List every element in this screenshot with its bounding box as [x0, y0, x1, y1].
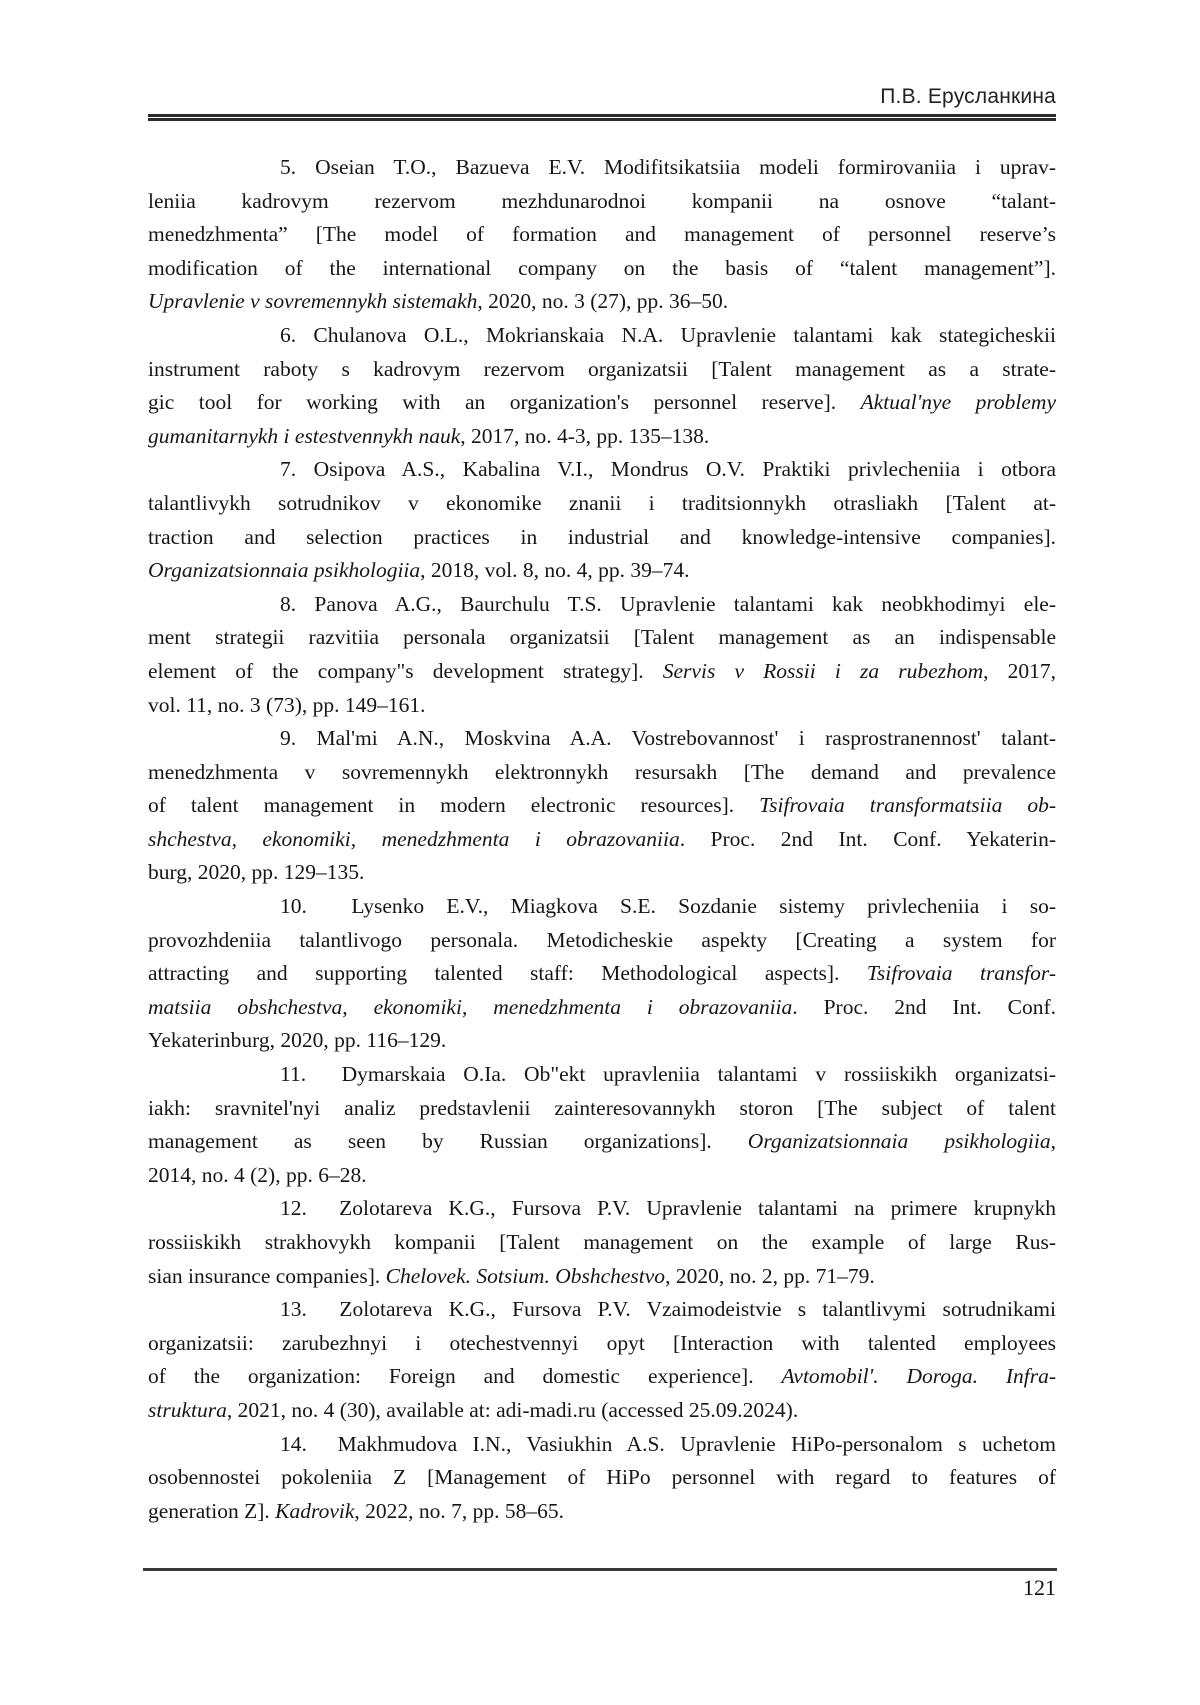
- source-title-segment: Upravlenie v sovremennykh sistemakh: [148, 289, 478, 314]
- reference-item: [148, 588, 1056, 722]
- header-double-rule: [148, 114, 1056, 121]
- reference-text-segment: 7. Osipova A.S., Kabalina V.I., Mondrus O.V. Praktiki privlecheniia i otbora: [280, 457, 1056, 482]
- reference-line: [148, 655, 1056, 689]
- reference-line: [148, 185, 1056, 219]
- reference-text-segment: 14. Makhmudova I.N., Vasiukhin A.S. Upravlenie HiPo-personalom s uchetom: [280, 1431, 1056, 1456]
- reference-line: [148, 1092, 1056, 1126]
- reference-text-segment: provozhdeniia talantlivogo personala. Metodicheskie aspekty [Creating a system for: [148, 927, 1056, 952]
- reference-item: [148, 453, 1056, 587]
- reference-line: [148, 1226, 1056, 1260]
- reference-text-segment: , 2020, no. 3 (27), pp. 36–50.: [477, 289, 729, 314]
- reference-line: [148, 789, 1056, 823]
- source-title-segment: Tsifrovaia transformatsiia ob-: [759, 793, 1056, 818]
- reference-text-segment: ,: [1050, 1129, 1056, 1154]
- reference-text-segment: 9. Mal'mi A.N., Moskvina A.A. Vostrebovannost' i rasprostranennost' talant-: [280, 726, 1056, 751]
- source-title-segment: Aktual'nye problemy: [860, 390, 1056, 415]
- reference-line: [148, 1260, 1056, 1294]
- reference-item: [148, 722, 1056, 890]
- reference-text-segment: management as seen by Russian organizations].: [148, 1129, 748, 1154]
- reference-line: [148, 151, 1056, 185]
- reference-line: [148, 588, 1056, 622]
- source-title-segment: Chelovek. Sotsium. Obshchestvo: [385, 1263, 666, 1288]
- reference-text-segment: rossiiskikh strakhovykh kompanii [Talent management on the example of large Rus-: [148, 1230, 1056, 1254]
- reference-line: [148, 420, 1056, 454]
- reference-text-segment: burg, 2020, pp. 129–135.: [148, 860, 365, 885]
- source-title-segment: Tsifrovaia transfor-: [866, 961, 1056, 986]
- reference-text-segment: 12. Zolotareva K.G., Fursova P.V. Upravlenie talantami na primere krupnykh: [280, 1196, 1056, 1221]
- source-title-segment: Servis v Rossii i za rubezhom: [662, 658, 984, 683]
- reference-text-segment: 10. Lysenko E.V., Miagkova S.E. Sozdanie sistemy privlecheniia i so-: [280, 894, 1056, 919]
- reference-line: [148, 285, 1056, 319]
- reference-text-segment: , 2017, no. 4-3, pp. 135–138.: [460, 423, 710, 448]
- reference-line: [148, 722, 1056, 756]
- reference-text-segment: sian insurance companies].: [148, 1263, 386, 1288]
- reference-line: [148, 319, 1056, 353]
- reference-line: [148, 689, 1056, 723]
- reference-text-segment: element of the company"s development strategy].: [148, 658, 663, 683]
- reference-text-segment: 2014, no. 4 (2), pp. 6–28.: [148, 1162, 367, 1187]
- reference-item: [148, 1192, 1056, 1293]
- source-title-segment: struktura: [148, 1397, 227, 1422]
- reference-line: [148, 554, 1056, 588]
- reference-line: [148, 1024, 1056, 1058]
- reference-text-segment: organizatsii: zarubezhnyi i otechestvennyi opyt [Interaction with talented employees: [148, 1330, 1056, 1355]
- reference-text-segment: , 2021, no. 4 (30), available at: adi-madi.ru (accessed 25.09.2024).: [226, 1397, 799, 1422]
- reference-line: [148, 1360, 1056, 1394]
- reference-item: [148, 1058, 1056, 1192]
- reference-text-segment: , 2020, no. 2, pp. 71–79.: [665, 1263, 875, 1288]
- source-title-segment: matsiia obshchestva, ekonomiki, menedzhmenta i obrazovaniia: [148, 994, 793, 1019]
- reference-line: [148, 1461, 1056, 1495]
- page-header: [148, 0, 1056, 110]
- reference-item: [148, 1293, 1056, 1427]
- reference-text-segment: attracting and supporting talented staff: Methodological aspects].: [148, 961, 867, 986]
- references-list: [148, 151, 1056, 1528]
- reference-text-segment: , 2017,: [983, 658, 1056, 683]
- reference-line: [148, 991, 1056, 1025]
- reference-text-segment: of talent management in modern electronic resources].: [148, 793, 760, 818]
- reference-text-segment: . Proc. 2nd Int. Conf.: [792, 994, 1056, 1019]
- reference-line: [148, 1159, 1056, 1193]
- reference-line: [148, 890, 1056, 924]
- reference-line: [148, 1192, 1056, 1226]
- source-title-segment: shchestva, ekonomiki, menedzhmenta i obrazovaniia: [148, 826, 680, 851]
- reference-line: [148, 252, 1056, 286]
- running-head-author: П.В. Ерусланкина: [880, 85, 1056, 108]
- reference-text-segment: ment strategii razvitiia personala organizatsii [Talent management as an indispensable: [148, 625, 1056, 650]
- reference-text-segment: generation Z].: [148, 1498, 276, 1523]
- reference-item: [148, 151, 1056, 319]
- reference-item: [148, 319, 1056, 453]
- reference-line: [148, 487, 1056, 521]
- reference-line: [148, 957, 1056, 991]
- reference-line: [148, 386, 1056, 420]
- reference-line: [148, 1394, 1056, 1428]
- source-title-segment: Organizatsionnaia psikhologiia: [148, 558, 421, 583]
- reference-text-segment: gic tool for working with an organization's personnel reserve].: [148, 390, 861, 415]
- page-number: 121: [1023, 1575, 1056, 1600]
- reference-text-segment: menedzhmenta v sovremennykh elektronnykh resursakh [The demand and prevalence: [148, 759, 1056, 784]
- reference-line: [148, 924, 1056, 958]
- reference-line: [148, 756, 1056, 790]
- reference-text-segment: 5. Oseian T.O., Bazueva E.V. Modifitsikatsiia modeli formirovaniia i uprav-: [280, 155, 1056, 179]
- reference-line: [148, 1428, 1056, 1462]
- reference-text-segment: talantlivykh sotrudnikov v ekonomike znanii i traditsionnykh otrasliakh [Talent at-: [148, 490, 1056, 515]
- reference-text-segment: , 2018, vol. 8, no. 4, pp. 39–74.: [420, 558, 690, 583]
- source-title-segment: Organizatsionnaia psikhologiia: [747, 1129, 1051, 1154]
- reference-text-segment: . Proc. 2nd Int. Conf. Yekaterin-: [679, 826, 1056, 851]
- reference-text-segment: menedzhmenta” [The model of formation and management of personnel reserve’s: [148, 222, 1056, 247]
- reference-text-segment: 13. Zolotareva K.G., Fursova P.V. Vzaimodeistvie s talantlivymi sotrudnikami: [280, 1297, 1056, 1322]
- reference-text-segment: , 2022, no. 7, pp. 58–65.: [354, 1498, 564, 1523]
- source-title-segment: Kadrovik: [275, 1498, 355, 1523]
- reference-line: [148, 353, 1056, 387]
- source-title-segment: gumanitarnykh i estestvennykh nauk: [148, 423, 461, 448]
- reference-text-segment: osobennostei pokoleniia Z [Management of HiPo personnel with regard to features of: [148, 1465, 1056, 1490]
- reference-line: [148, 453, 1056, 487]
- reference-text-segment: 8. Panova A.G., Baurchulu T.S. Upravlenie talantami kak neobkhodimyi ele-: [280, 591, 1056, 616]
- reference-line: [148, 521, 1056, 555]
- reference-item: [148, 1428, 1056, 1529]
- reference-text-segment: 6. Chulanova O.L., Mokrianskaia N.A. Upravlenie talantami kak stategicheskii: [280, 322, 1056, 347]
- reference-text-segment: traction and selection practices in industrial and knowledge-intensive companies].: [148, 524, 1056, 549]
- reference-text-segment: of the organization: Foreign and domestic experience].: [148, 1364, 782, 1389]
- reference-text-segment: modification of the international company on the basis of “talent management”].: [148, 255, 1056, 280]
- reference-line: [148, 1495, 1056, 1529]
- source-title-segment: Avtomobil'. Doroga. Infra-: [781, 1364, 1056, 1389]
- reference-line: [148, 621, 1056, 655]
- reference-text-segment: Yekaterinburg, 2020, pp. 116–129.: [148, 1028, 447, 1053]
- reference-line: [148, 823, 1056, 857]
- reference-text-segment: leniia kadrovym rezervom mezhdunarodnoi kompanii na osnove “talant-: [148, 188, 1056, 213]
- reference-line: [148, 218, 1056, 252]
- reference-line: [148, 1125, 1056, 1159]
- reference-line: [148, 856, 1056, 890]
- reference-line: [148, 1327, 1056, 1361]
- reference-text-segment: instrument raboty s kadrovym rezervom organizatsii [Talent management as a strate-: [148, 356, 1056, 381]
- reference-text-segment: iakh: sravnitel'nyi analiz predstavlenii zainteresovannykh storon [The subject of talent: [148, 1095, 1056, 1120]
- footer-rule: [143, 1568, 1057, 1571]
- reference-line: [148, 1293, 1056, 1327]
- reference-item: [148, 890, 1056, 1058]
- reference-line: [148, 1058, 1056, 1092]
- reference-text-segment: 11. Dymarskaia O.Ia. Ob"ekt upravleniia talantami v rossiiskikh organizatsi-: [280, 1062, 1056, 1087]
- reference-text-segment: vol. 11, no. 3 (73), pp. 149–161.: [148, 692, 426, 717]
